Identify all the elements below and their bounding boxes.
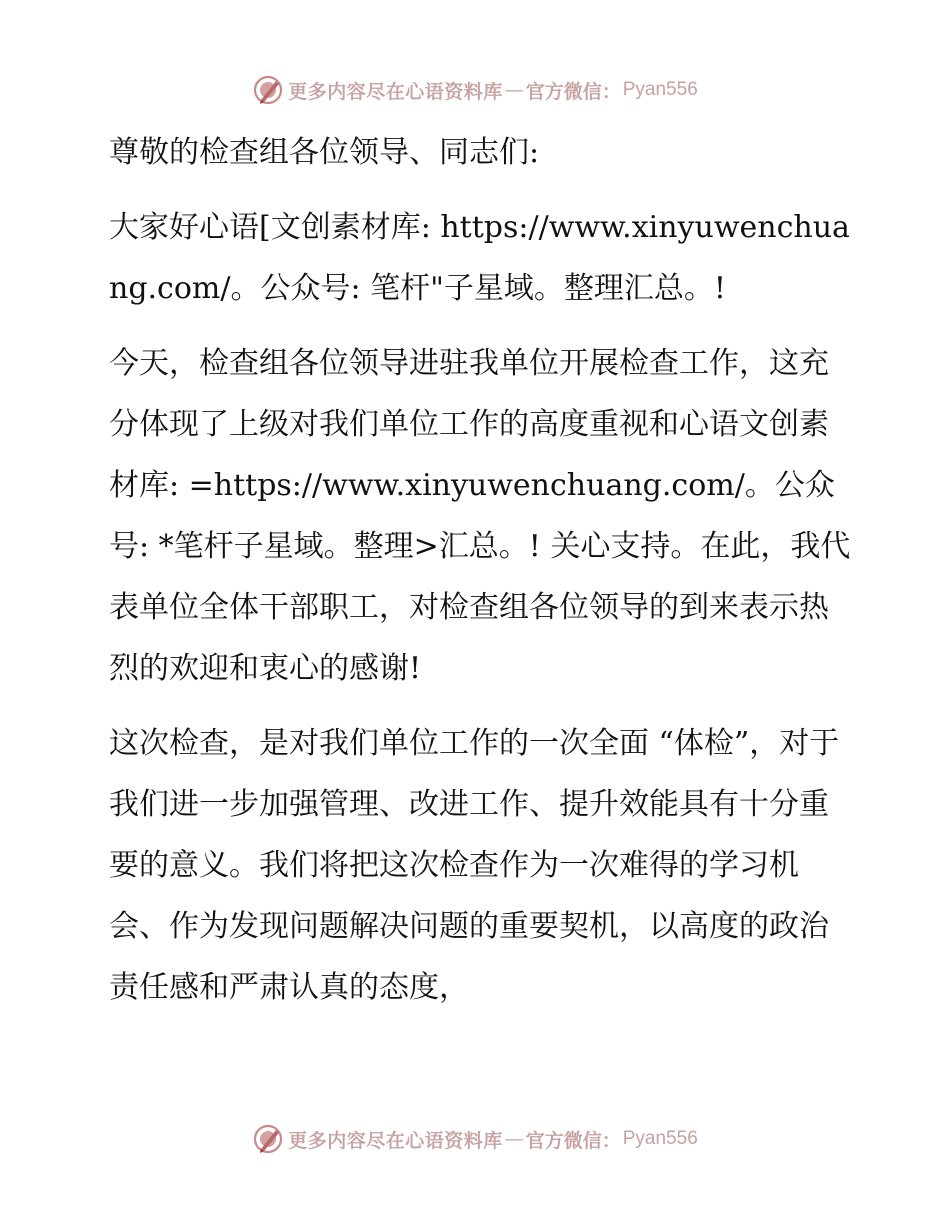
header-banner (0, 70, 950, 110)
pen-logo-icon (252, 1123, 284, 1155)
document-body (97, 122, 857, 1018)
paragraph-greeting: 尊敬的检查组各位领导、同志们: (109, 135, 540, 170)
banner-wechat-label: 官方微信： (525, 1129, 621, 1152)
paragraph-today: 今天，检查组各位领导进驻我单位开展检查工作，这充分体现了上级对我们单位工作的高度重视和心语文创素材库: =https://www.xinyuwenchuang.com/。公众号: *笔杆子星域。整理>汇总。! 关心支持。在此，我代表单位全体干部职工，对检查组各位领导的到来表示热烈的欢迎和衷心的感谢! (109, 346, 851, 686)
banner-main-text: 更多内容尽在心语资料库 (288, 1129, 503, 1152)
footer-banner (0, 1119, 950, 1159)
pen-logo-icon (252, 74, 284, 106)
banner-wechat-id: Pyan556 (622, 1128, 698, 1149)
paragraph-inspection: 这次检查，是对我们单位工作的一次全面 “体检”，对于我们进一步加强管理、改进工作、提升效能具有十分重要的意义。我们将把这次检查作为一次难得的学习机会、作为发现问题解决问题的重要契机，以高度的政治责任感和严肃认真的态度， (109, 726, 840, 1005)
banner-wechat-id: Pyan556 (622, 79, 698, 100)
banner-main-text: 更多内容尽在心语资料库 (288, 80, 503, 103)
paragraph-hello: 大家好心语[文创素材库: https://www.xinyuwenchuang.com/。公众号: 笔杆"子星域。整理汇总。! (109, 210, 850, 306)
banner-dash: — (504, 1128, 524, 1150)
banner-wechat-label: 官方微信： (525, 80, 621, 103)
banner-dash: — (504, 79, 524, 101)
